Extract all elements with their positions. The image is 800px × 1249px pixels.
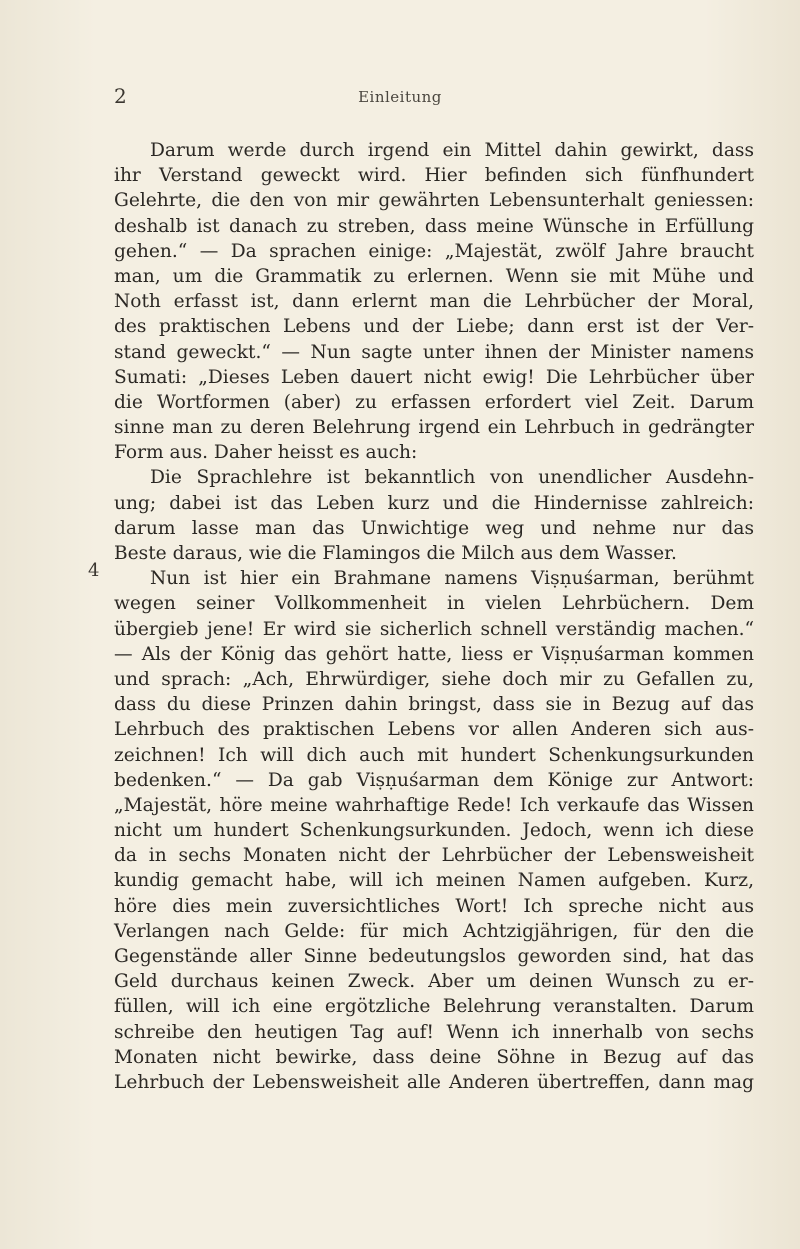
verse-number: 4 bbox=[88, 560, 100, 581]
text-line: wegen seiner Vollkommenheit in vielen Lehrbüchern. Dem bbox=[114, 593, 754, 615]
text-line: Verlangen nach Gelde: für mich Achtzigjährigen, für den die bbox=[114, 920, 754, 942]
running-head: Einleitung bbox=[358, 88, 442, 106]
text-line: „Majestät, höre meine wahrhaftige Rede! Ich verkaufe das Wissen bbox=[114, 794, 754, 816]
text-line: deshalb ist danach zu streben, dass meine Wünsche in Erfüllung bbox=[114, 215, 754, 237]
text-line: Lehrbuch der Lebensweisheit alle Anderen übertreffen, dann mag bbox=[114, 1071, 754, 1093]
text-line: zeichnen! Ich will dich auch mit hundert Schenkungsurkunden bbox=[114, 744, 754, 766]
text-line: Gelehrte, die den von mir gewährten Lebensunterhalt geniessen: bbox=[114, 190, 754, 212]
text-line: füllen, will ich eine ergötzliche Belehrung veranstalten. Darum bbox=[114, 996, 754, 1018]
text-line: übergieb jene! Er wird sie sicherlich schnell verständig machen.“ bbox=[114, 618, 754, 640]
body-text bbox=[114, 138, 754, 1095]
text-line: da in sechs Monaten nicht der Lehrbücher der Lebensweisheit bbox=[114, 845, 754, 867]
text-line: dass du diese Prinzen dahin bringst, dass sie in Bezug auf das bbox=[114, 694, 754, 716]
page-header bbox=[0, 84, 800, 114]
text-line: ung; dabei ist das Leben kurz und die Hindernisse zahlreich: bbox=[114, 492, 754, 514]
text-line: höre dies mein zuversichtliches Wort! Ich spreche nicht aus bbox=[114, 895, 754, 917]
text-line: Noth erfasst ist, dann erlernt man die Lehrbücher der Moral, bbox=[114, 291, 754, 313]
text-line: Geld durchaus keinen Zweck. Aber um deinen Wunsch zu er- bbox=[114, 971, 754, 993]
text-line: ihr Verstand geweckt wird. Hier befinden sich fünfhundert bbox=[114, 165, 754, 187]
text-line: sinne man zu deren Belehrung irgend ein Lehrbuch in gedrängter bbox=[114, 417, 754, 439]
text-line: schreibe den heutigen Tag auf! Wenn ich innerhalb von sechs bbox=[114, 1021, 754, 1043]
text-line: bedenken.“ — Da gab Viṣṇuśarman dem Könige zur Antwort: bbox=[114, 769, 754, 791]
text-line: Die Sprachlehre ist bekanntlich von unendlicher Ausdehn- bbox=[150, 467, 754, 489]
text-line: die Wortformen (aber) zu erfassen erfordert viel Zeit. Darum bbox=[114, 391, 754, 413]
text-line: kundig gemacht habe, will ich meinen Namen aufgeben. Kurz, bbox=[114, 870, 754, 892]
text-line: Monaten nicht bewirke, dass deine Söhne in Bezug auf das bbox=[114, 1046, 754, 1068]
text-line: man, um die Grammatik zu erlernen. Wenn sie mit Mühe und bbox=[114, 265, 754, 287]
text-line: stand geweckt.“ — Nun sagte unter ihnen der Minister namens bbox=[114, 341, 754, 363]
text-line: Form aus. Daher heisst es auch: bbox=[114, 442, 418, 464]
text-line: Lehrbuch des praktischen Lebens vor allen Anderen sich aus- bbox=[114, 719, 754, 741]
text-line: und sprach: „Ach, Ehrwürdiger, siehe doch mir zu Gefallen zu, bbox=[114, 668, 754, 690]
text-line: nicht um hundert Schenkungsurkunden. Jedoch, wenn ich diese bbox=[114, 820, 754, 842]
text-line: darum lasse man das Unwichtige weg und nehme nur das bbox=[114, 517, 754, 539]
text-line: des praktischen Lebens und der Liebe; dann erst ist der Ver- bbox=[114, 316, 754, 338]
text-line: Darum werde durch irgend ein Mittel dahin gewirkt, dass bbox=[150, 140, 754, 161]
text-line: — Als der König das gehört hatte, liess er Viṣṇuśarman kommen bbox=[114, 643, 754, 665]
page-number: 2 bbox=[114, 84, 127, 108]
text-line: Nun ist hier ein Brahmane namens Viṣṇuśarman, berühmt bbox=[150, 568, 754, 590]
text-line: Sumati: „Dieses Leben dauert nicht ewig! Die Lehrbücher über bbox=[114, 366, 754, 388]
text-line: Beste daraus, wie die Flamingos die Milch aus dem Wasser. bbox=[114, 543, 677, 564]
text-line: Gegenstände aller Sinne bedeutungslos geworden sind, hat das bbox=[114, 946, 754, 967]
text-line: gehen.“ — Da sprachen einige: „Majestät, zwölf Jahre braucht bbox=[114, 240, 754, 262]
